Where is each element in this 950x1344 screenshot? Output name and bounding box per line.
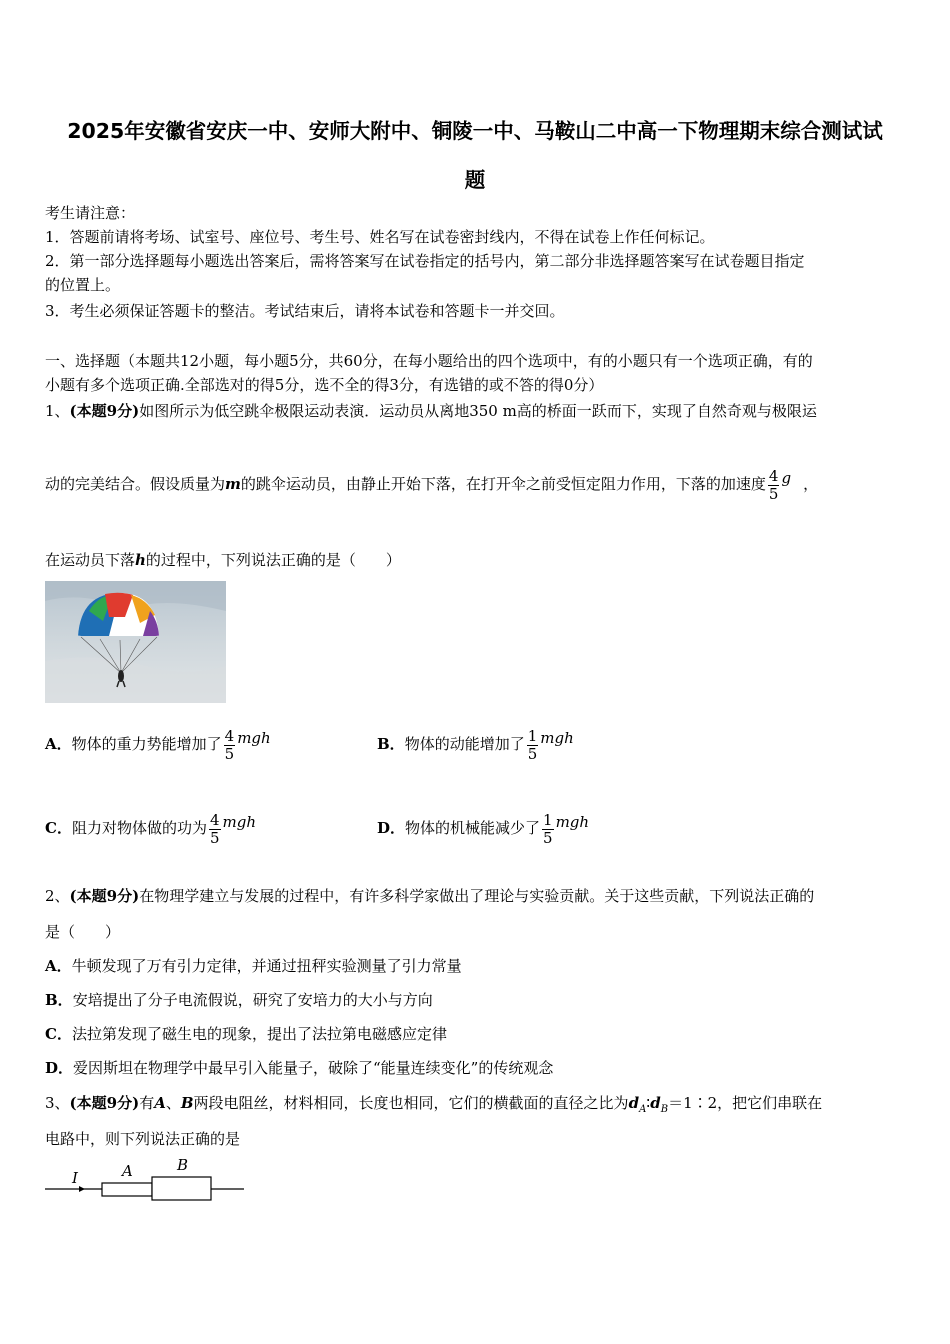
q1-text-1: 如图所示为低空跳伞极限运动表演．运动员从离地350 m高的桥面一跃而下，实现了自然奇观与极限运 — [139, 402, 817, 420]
q1-option-a[interactable]: A．物体的重力势能增加了 $\frac{4}{5}$ mgh — [45, 727, 271, 763]
notice-item-2-cont: 的位置上。 — [45, 276, 121, 294]
resistor-b-label: B — [177, 1156, 189, 1174]
notice-item-1: 1．答题前请将考场、试室号、座位号、考生号、姓名写在试卷密封线内，不得在试卷上作任何标记。 — [45, 228, 715, 246]
notice-item-3: 3．考生必须保证答题卡的整洁。考试结束后，请将本试卷和答题卡一并交回。 — [45, 302, 565, 320]
q1-line-1 — [45, 402, 817, 420]
q1-line-3: 在运动员下落h的过程中，下列说法正确的是（ ） — [45, 551, 401, 569]
q1-accel-fraction: $\frac{4}{5}$ — [768, 467, 779, 503]
section-heading-line-2: 小题有多个选项正确.全部选对的得5分，选不全的得3分，有选错的或不答的得0分） — [45, 376, 604, 394]
q2-line-2: 是（ ） — [45, 923, 121, 941]
current-label: I — [72, 1169, 78, 1187]
resistor-b — [152, 1177, 211, 1200]
q3-tag: (本题9分) — [69, 1094, 140, 1112]
current-arrow-icon — [79, 1186, 85, 1192]
q1-option-c[interactable]: C．阻力对物体做的功为 $\frac{4}{5}$ mgh — [45, 811, 257, 847]
q3-line-1: 3、(本题9分)有A、B两段电阻丝，材料相同，长度也相同，它们的横截面的直径之比为$d_A∶d_B=1∶2$，把它们串联在 — [45, 1094, 823, 1115]
q1-option-d[interactable]: D．物体的机械能减少了 $\frac{1}{5}$ mgh — [377, 811, 590, 847]
notice-item-2: 2．第一部分选择题每小题选出答案后，需将答案写在试卷指定的括号内，第二部分非选择题答案写在试卷题目指定 — [45, 252, 805, 270]
q1-accel-var: g — [781, 469, 792, 487]
section-heading-line-1: 一、选择题（本题共12小题，每小题5分，共60分，在每小题给出的四个选项中，有的小题只有一个选项正确，有的 — [45, 352, 813, 370]
q2-number: 2、 — [45, 887, 70, 905]
q1-option-b-fraction: $\frac{1}{5}$ — [527, 727, 538, 763]
resistor-a — [102, 1183, 152, 1196]
q1-var-m: m — [225, 475, 241, 493]
q2-line-1: 2、(本题9分)在物理学建立与发展的过程中，有许多科学家做出了理论与实验贡献。关于这些贡献，下列说法正确的 — [45, 887, 815, 905]
page-title-line-1: 2025年安徽省安庆一中、安师大附中、铜陵一中、马鞍山二中高一下物理期末综合测试试 — [67, 119, 883, 143]
resistor-a-label: A — [122, 1162, 133, 1180]
q1-option-c-fraction: $\frac{4}{5}$ — [209, 811, 220, 847]
page-title-line-2: 题 — [464, 168, 486, 192]
q1-line-2: 动的完美结合。假设质量为m的跳伞运动员，由静止开始下落，在打开伞之前受恒定阻力作用，下落的加速度 $\frac{4}{5}$ g ， — [45, 467, 819, 503]
q1-tag: (本题9分) — [69, 402, 140, 420]
q2-option-c[interactable]: C．法拉第发现了磁生电的现象，提出了法拉第电磁感应定律 — [45, 1025, 447, 1043]
q1-var-h: h — [135, 551, 146, 569]
q2-option-b[interactable]: B．安培提出了分子电流假说，研究了安培力的大小与方向 — [45, 991, 433, 1009]
q1-number: 1、 — [45, 402, 70, 420]
q2-tag: (本题9分) — [69, 887, 140, 905]
q3-line-2: 电路中，则下列说法正确的是 — [45, 1130, 241, 1148]
series-resistor-diagram — [45, 1155, 247, 1205]
q1-option-d-fraction: $\frac{1}{5}$ — [543, 811, 553, 847]
q3-number: 3、 — [45, 1094, 70, 1112]
parachute-illustration — [45, 581, 226, 703]
q2-option-d[interactable]: D．爱因斯坦在物理学中最早引入能量子，破除了“能量连续变化”的传统观念 — [45, 1059, 554, 1077]
q1-option-a-fraction: $\frac{4}{5}$ — [224, 727, 235, 763]
notice-heading: 考生请注意： — [45, 204, 136, 222]
parachute-photo — [45, 581, 226, 703]
q1-option-b[interactable]: B．物体的动能增加了 $\frac{1}{5}$ mgh — [377, 727, 574, 763]
q2-option-a[interactable]: A．牛顿发现了万有引力定律，并通过扭秤实验测量了引力常量 — [45, 957, 462, 975]
